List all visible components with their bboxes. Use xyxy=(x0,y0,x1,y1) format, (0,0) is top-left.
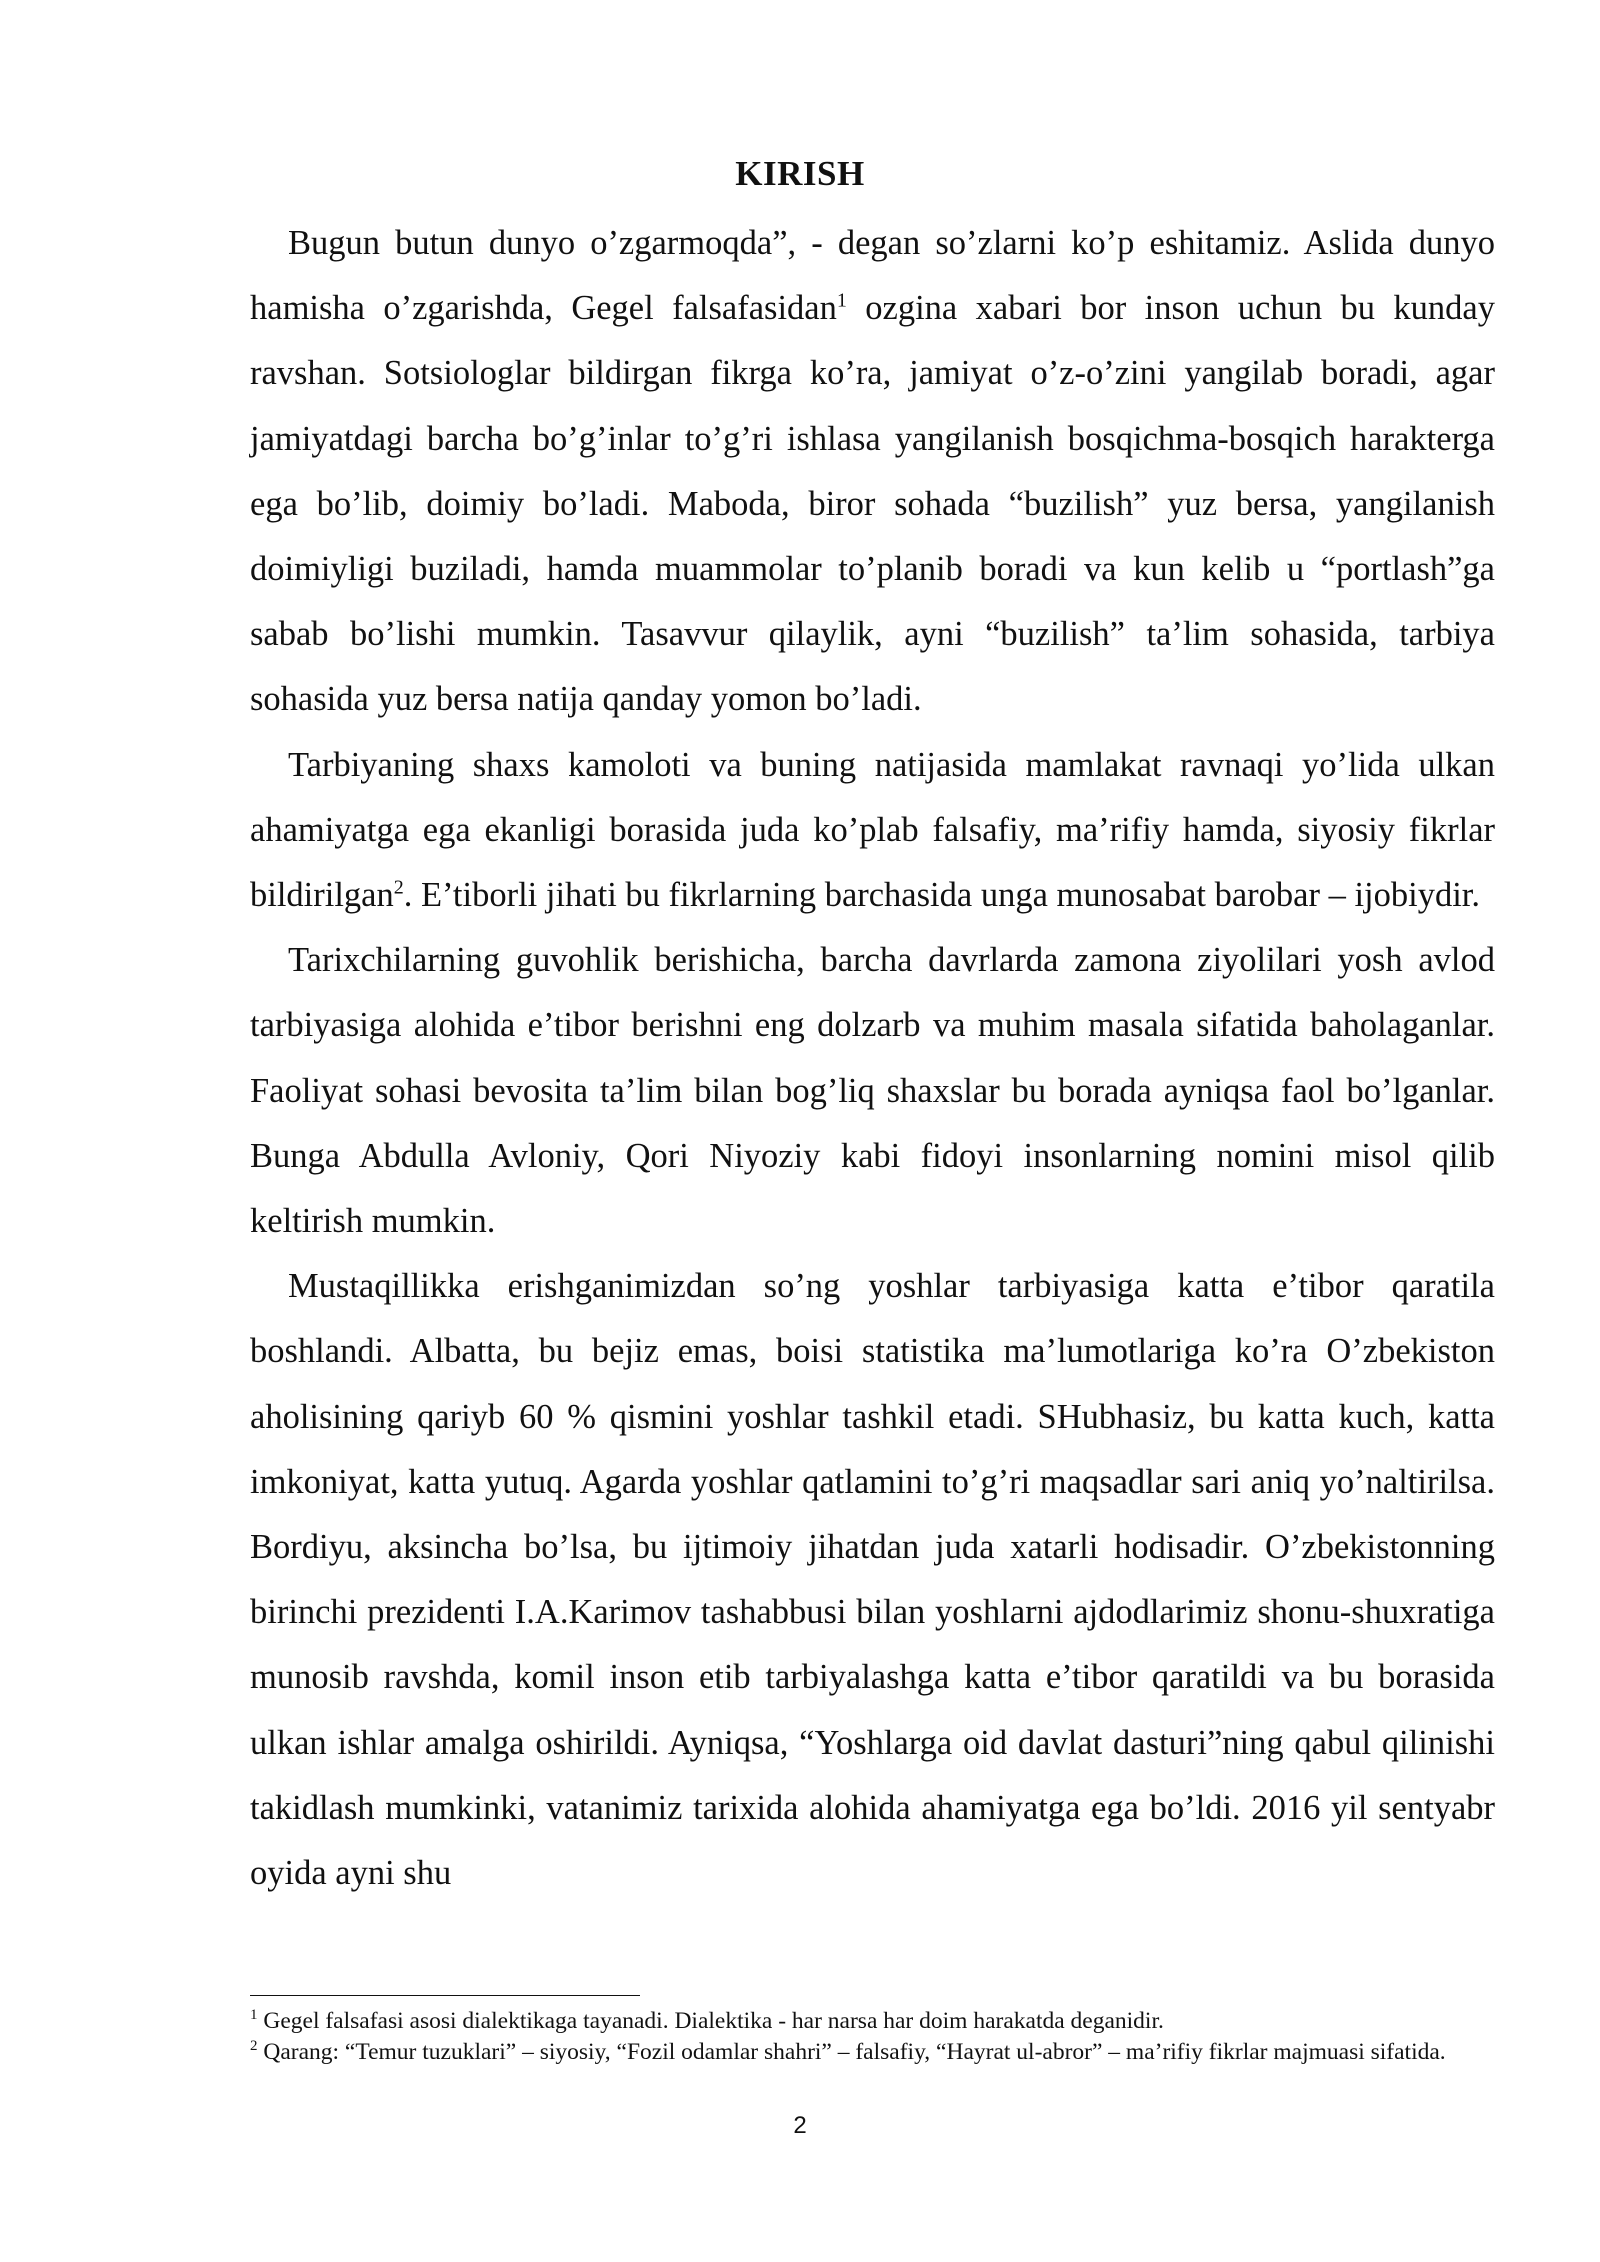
footnote-1-text: Gegel falsafasi asosi dialektikaga tayanadi. Dialektika - har narsa har doim harakatda deganidir. xyxy=(257,2008,1164,2034)
paragraph-2-text-b: . E’tiborli jihati bu fikrlarning barchasida unga munosabat barobar – ijobiydir. xyxy=(403,876,1481,915)
paragraph-2-text-a: Tarbiyaning shaxs kamoloti va buning natijasida mamlakat ravnaqi yo’lida ulkan ahamiyatga ega ekanligi borasida juda ko’plab falsafiy, ma’rifiy hamda, siyosiy fikrlar bildirilgan xyxy=(250,745,1495,915)
footnote-2-text: Qarang: “Temur tuzuklari” – siyosiy, “Fozil odamlar shahri” – falsafiy, “Hayrat ul-abror” – ma’rifiy fikrlar majmuasi sifatida. xyxy=(257,2039,1446,2065)
footnote-2 xyxy=(250,2037,1495,2068)
paragraph-1-text-b: ozgina xabari bor inson uchun bu kunday ravshan. Sotsiologlar bildirgan fikrga ko’ra, jamiyat o’z-o’zini yangilab boradi, agar jamiyatdagi barcha bo’g’inlar to’g’ri ishlasa yangilanish bosqichma-bosqich harakterga ega bo’lib, doimiy bo’ladi. Maboda, biror sohada “buzilish” yuz bersa, yangilanish doimiyligi buziladi, hamda muammolar to’planib boradi va kun kelib u “portlash”ga sabab bo’lishi mumkin. Tasavvur qilaylik, ayni “buzilish” ta’lim sohasida, tarbiya sohasida yuz bersa natija qanday yomon bo’ladi. xyxy=(250,289,1495,719)
footnote-2-marker: 2 xyxy=(250,2038,258,2055)
body-text xyxy=(250,211,1495,1906)
paragraph-2 xyxy=(250,733,1495,929)
footnote-1 xyxy=(250,2006,1495,2037)
footnote-ref-1: 1 xyxy=(836,289,847,312)
paragraph-4: Mustaqillikka erishganimizdan so’ng yoshlar tarbiyasiga katta e’tibor qaratila boshlandi. Albatta, bu bejiz emas, boisi statistika ma’lumotlariga ko’ra O’zbekiston aholisining qariyb 60 % qismini yoshlar tashkil etadi. SHubhasiz, bu katta kuch, katta imkoniyat, katta yutuq. Agarda yoshlar qatlamini to’g’ri maqsadlar sari aniq yo’naltirilsa. Bordiyu, aksincha bo’lsa, bu ijtimoiy jihatdan juda xatarli hodisadir. O’zbekistonning birinchi prezidenti I.A.Karimov tashabbusi bilan yoshlarni ajdodlarimiz shonu-shuxratiga munosib ravshda, komil inson etib tarbiyalashga katta e’tibor qaratildi va bu borasida ulkan ishlar amalga oshirildi. Ayniqsa, “Yoshlarga oid davlat dasturi”ning qabul qilinishi takidlash mumkinki, vatanimiz tarixida alohida ahamiyatga ega bo’ldi. 2016 yil sentyabr oyida ayni shu xyxy=(250,1267,1495,1893)
paragraph-1 xyxy=(250,211,1495,733)
section-heading: KIRISH xyxy=(735,154,865,193)
footnotes xyxy=(250,2006,1495,2068)
footnote-separator xyxy=(250,1995,640,1996)
page-number: 2 xyxy=(793,2112,807,2139)
paragraph-3: Tarixchilarning guvohlik berishicha, barcha davrlarda zamona ziyolilari yosh avlod tarbiyasiga alohida e’tibor berishni eng dolzarb va muhim masala sifatida baholaganlar. Faoliyat sohasi bevosita ta’lim bilan bog’liq shaxslar bu borada ayniqsa faol bo’lganlar. Bunga Abdulla Avloniy, Qori Niyoziy kabi fidoyi insonlarning nomini misol qilib keltirish mumkin. xyxy=(250,941,1495,1241)
paragraph-1-text-a: Bugun butun dunyo o’zgarmoqda”, - degan so’zlarni ko’p eshitamiz. Aslida dunyo hamisha o’zgarishda, Gegel falsafasidan xyxy=(250,224,1495,328)
footnote-1-marker: 1 xyxy=(250,2007,258,2024)
footnote-ref-2: 2 xyxy=(393,876,404,899)
